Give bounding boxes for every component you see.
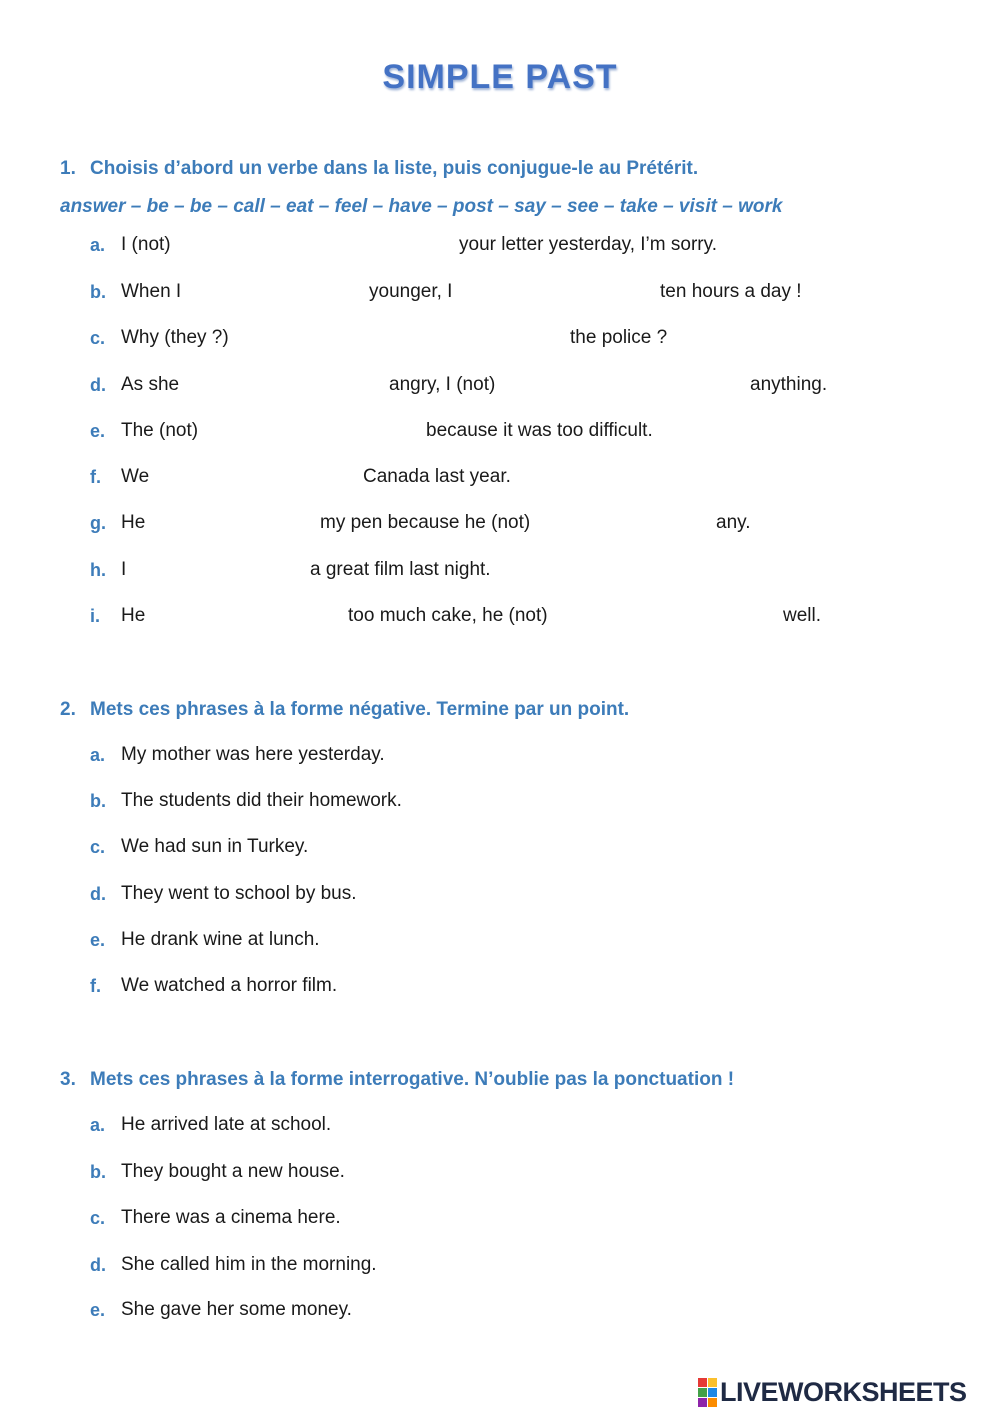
ex1-item-i-part-2: too much cake, he (not)	[348, 605, 548, 626]
ex2-item-a-text: My mother was here yesterday.	[121, 744, 385, 765]
ex1-item-b-part-3: ten hours a day !	[660, 281, 802, 302]
logo-text: LIVEWORKSHEETS	[720, 1376, 967, 1407]
ex3-item-a-text: He arrived late at school.	[121, 1114, 332, 1135]
ex1-item-f-part-2: Canada last year.	[363, 466, 511, 487]
ex2-item-f-text: We watched a horror film.	[121, 975, 338, 996]
page-title: SIMPLE PAST	[382, 58, 618, 96]
logo-blocks-icon	[698, 1378, 717, 1407]
ex3-item-c-letter: c.	[90, 1208, 106, 1228]
ex1-item-h-part-2: a great film last night.	[310, 559, 491, 580]
ex1-item-g-letter: g.	[90, 513, 106, 533]
ex2-item-d-letter: d.	[90, 884, 106, 904]
logo-block	[708, 1378, 717, 1387]
exercise-3-number: 3.	[60, 1069, 76, 1090]
exercise-1-number: 1.	[60, 158, 76, 179]
ex2-item-c-text: We had sun in Turkey.	[121, 836, 309, 857]
ex2-item-b-letter: b.	[90, 791, 106, 811]
ex1-item-d-part-1: As she	[121, 374, 180, 395]
ex1-item-a-letter: a.	[90, 235, 106, 255]
ex1-item-h-letter: h.	[90, 560, 106, 580]
ex3-item-b-text: They bought a new house.	[121, 1161, 345, 1182]
ex2-item-e-text: He drank wine at lunch.	[121, 929, 320, 950]
ex1-item-h-part-1: I	[121, 559, 127, 580]
ex1-item-d-part-3: anything.	[750, 374, 828, 395]
logo-block	[698, 1388, 707, 1397]
ex2-item-f-letter: f.	[90, 976, 101, 996]
ex3-item-d-letter: d.	[90, 1255, 106, 1275]
ex1-item-e-letter: e.	[90, 421, 106, 441]
exercise-3-heading	[60, 1069, 734, 1091]
ex1-item-g-part-2: my pen because he (not)	[320, 512, 531, 533]
ex1-item-a-part-1: I (not)	[121, 234, 171, 255]
ex3-item-b-letter: b.	[90, 1162, 106, 1182]
logo-block	[708, 1398, 717, 1407]
exercise-2-instruction: Mets ces phrases à la forme négative. Termine par un point.	[90, 699, 630, 720]
ex1-item-c-part-1: Why (they ?)	[121, 327, 229, 348]
exercise-3-instruction: Mets ces phrases à la forme interrogative. N’oublie pas la ponctuation !	[90, 1069, 735, 1090]
ex2-item-d-text: They went to school by bus.	[121, 883, 357, 904]
logo-block	[698, 1378, 707, 1387]
ex3-item-d-text: She called him in the morning.	[121, 1254, 377, 1275]
ex1-item-i-part-1: He	[121, 605, 146, 626]
ex1-item-g-part-1: He	[121, 512, 146, 533]
ex1-item-f-letter: f.	[90, 467, 101, 487]
logo-block	[698, 1398, 707, 1407]
verb-list: answer – be – be – call – eat – feel – have – post – say – see – take – visit – work	[60, 196, 783, 217]
ex1-item-e-part-2: because it was too difficult.	[426, 420, 653, 441]
ex1-item-c-part-2: the police ?	[570, 327, 668, 348]
ex1-item-e-part-1: The (not)	[121, 420, 199, 441]
ex1-item-d-part-2: angry, I (not)	[389, 374, 496, 395]
ex2-item-a-letter: a.	[90, 745, 106, 765]
ex2-item-e-letter: e.	[90, 930, 106, 950]
ex3-item-e-letter: e.	[90, 1300, 106, 1320]
logo-block	[708, 1388, 717, 1397]
ex3-item-e-text: She gave her some money.	[121, 1299, 352, 1320]
ex1-item-i-part-3: well.	[783, 605, 822, 626]
exercise-1-heading	[60, 158, 698, 180]
exercise-2-heading	[60, 699, 629, 721]
ex1-item-f-part-1: We	[121, 466, 150, 487]
ex3-item-a-letter: a.	[90, 1115, 106, 1135]
ex1-item-b-part-2: younger, I	[369, 281, 453, 302]
ex1-item-a-part-2: your letter yesterday, I’m sorry.	[459, 234, 717, 255]
ex1-item-c-letter: c.	[90, 328, 106, 348]
ex1-item-b-part-1: When I	[121, 281, 182, 302]
ex1-item-i-letter: i.	[90, 606, 101, 626]
liveworksheets-logo[interactable]	[698, 1377, 967, 1407]
ex1-item-d-letter: d.	[90, 375, 106, 395]
ex1-item-b-letter: b.	[90, 282, 106, 302]
ex2-item-c-letter: c.	[90, 837, 106, 857]
ex1-item-g-part-3: any.	[716, 512, 751, 533]
exercise-1-instruction: Choisis d’abord un verbe dans la liste, puis conjugue-le au Prétérit.	[90, 158, 699, 179]
exercise-2-number: 2.	[60, 699, 76, 720]
ex2-item-b-text: The students did their homework.	[121, 790, 402, 811]
ex3-item-c-text: There was a cinema here.	[121, 1207, 341, 1228]
